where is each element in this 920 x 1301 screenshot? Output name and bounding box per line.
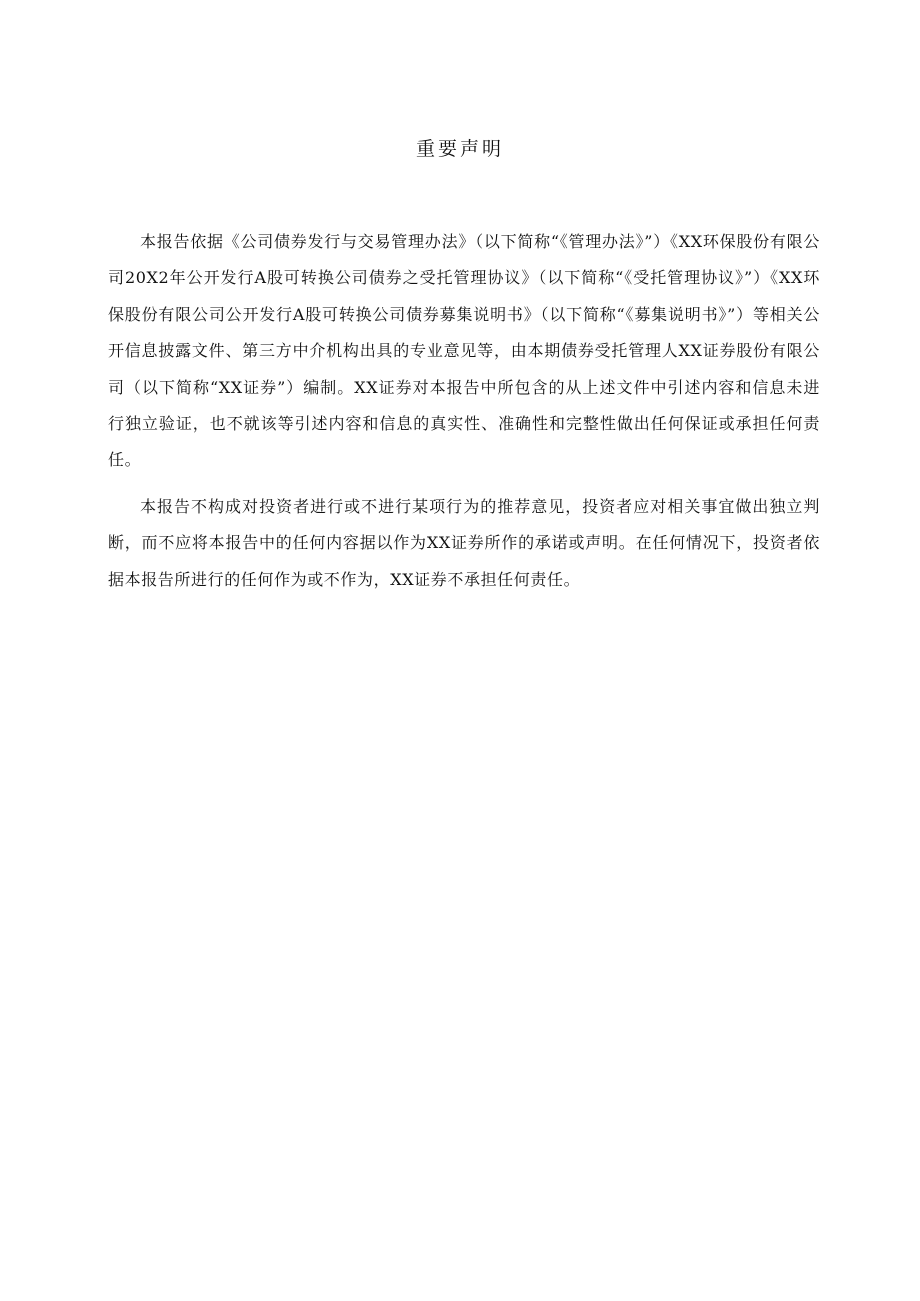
paragraph-disclaimer-sources: 本报告依据《公司债券发行与交易管理办法》（以下简称“《管理办法》”）《XX环保股份有限公司20X2年公开发行A股可转换公司债券之受托管理协议》（以下简称“《受托管理协议》”）《XX环保股份有限公司公开发行A股可转换公司债券募集说明书》（以下简称“《募集说明书》”）等相关公开信息披露文件、第三方中介机构出具的专业意见等，由本期债券受托管理人XX证券股份有限公司（以下简称“XX证券”）编制。XX证券对本报告中所包含的从上述文件中引述内容和信息未进行独立验证，也不就该等引述内容和信息的真实性、准确性和完整性做出任何保证或承担任何责任。	[108, 232, 820, 470]
document-body	[108, 224, 820, 608]
paragraph-disclaimer-liability: 本报告不构成对投资者进行或不进行某项行为的推荐意见，投资者应对相关事宜做出独立判断，而不应将本报告中的任何内容据以作为XX证券所作的承诺或声明。在任何情况下，投资者依据本报告所进行的任何作为或不作为，XX证券不承担任何责任。	[108, 496, 820, 589]
page-title: 重要声明	[415, 138, 504, 160]
